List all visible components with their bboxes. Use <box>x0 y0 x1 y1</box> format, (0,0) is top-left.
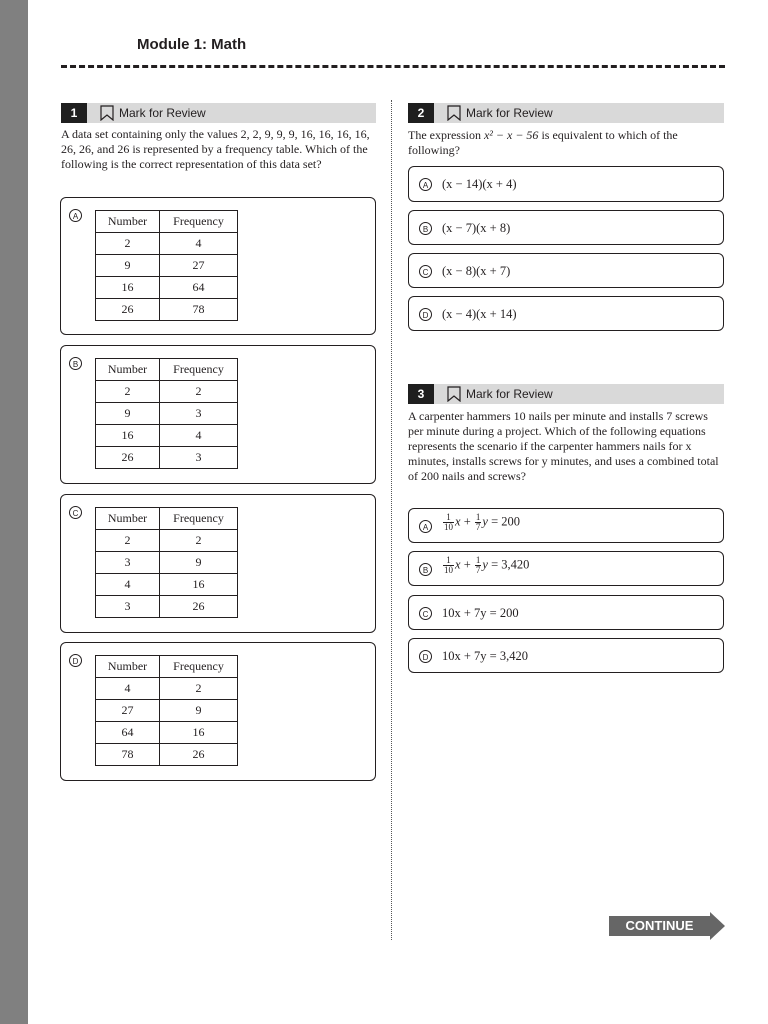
table-cell: 2 <box>96 381 160 403</box>
table-cell: 2 <box>160 530 238 552</box>
fraction: $\frac{1}{7}$ <box>475 512 481 532</box>
table-cell: 26 <box>96 299 160 321</box>
mark-for-review-label[interactable]: Mark for Review <box>466 387 553 401</box>
choice-text: (x − 7)(x + 8) <box>442 221 511 235</box>
question-number: 1 <box>61 103 87 123</box>
choice-c-option[interactable] <box>408 253 724 288</box>
mark-for-review-label[interactable]: Mark for Review <box>466 106 553 120</box>
question-2-header <box>408 103 724 123</box>
table-cell: 4 <box>96 574 160 596</box>
column-divider <box>391 100 392 940</box>
table-cell: 3 <box>160 403 238 425</box>
choice-b-option[interactable] <box>408 551 724 586</box>
table-cell: 4 <box>160 425 238 447</box>
bookmark-icon[interactable] <box>99 105 115 121</box>
table-row <box>96 299 238 321</box>
table-cell: 2 <box>160 381 238 403</box>
left-margin-bar <box>0 0 28 1024</box>
choice-letter: A <box>419 520 432 533</box>
table-cell: 9 <box>96 403 160 425</box>
table-cell: 2 <box>96 530 160 552</box>
module-title: Module 1: Math <box>137 36 247 53</box>
table-cell: 2 <box>96 233 160 255</box>
choice-d-option[interactable] <box>408 638 724 673</box>
table-cell: 64 <box>160 277 238 299</box>
table-row <box>96 277 238 299</box>
table-cell: 9 <box>160 700 238 722</box>
choice-equation: $\frac{1}{10}$ x + $\frac{1}{7}$ y = 200 <box>444 512 520 532</box>
table-cell: 16 <box>160 574 238 596</box>
table-row <box>96 425 238 447</box>
table-cell: 78 <box>160 299 238 321</box>
table-header: Number <box>96 359 160 381</box>
question-2-text <box>408 128 724 158</box>
table-row <box>96 233 238 255</box>
table-row <box>96 530 238 552</box>
table-cell: 16 <box>96 277 160 299</box>
table-header: Number <box>96 211 160 233</box>
bookmark-icon[interactable] <box>446 105 462 121</box>
table-row <box>96 596 238 618</box>
choice-d-option[interactable] <box>60 642 376 781</box>
choice-letter: B <box>419 563 432 576</box>
table-row <box>96 447 238 469</box>
frequency-table <box>95 210 238 321</box>
table-cell: 78 <box>96 744 160 766</box>
choice-b-option[interactable] <box>408 210 724 245</box>
question-number: 2 <box>408 103 434 123</box>
frequency-table <box>95 507 238 618</box>
choice-text: (x − 4)(x + 14) <box>442 307 517 321</box>
question-3-header <box>408 384 724 404</box>
table-row <box>96 744 238 766</box>
table-cell: 16 <box>160 722 238 744</box>
question-text-prefix: The expression <box>408 128 484 142</box>
question-text-suffix: is equivalent to which of the following? <box>408 128 678 157</box>
table-cell: 4 <box>96 678 160 700</box>
math-expression: x² − x − 56 <box>483 128 539 142</box>
table-cell: 26 <box>96 447 160 469</box>
frequency-table <box>95 655 238 766</box>
question-1-header <box>61 103 376 123</box>
choice-d-option[interactable] <box>408 296 724 331</box>
header-divider <box>61 65 725 68</box>
table-header: Frequency <box>160 508 238 530</box>
choice-a-option[interactable] <box>60 197 376 335</box>
choice-letter: C <box>69 506 82 519</box>
table-cell: 27 <box>160 255 238 277</box>
table-row <box>96 700 238 722</box>
continue-button[interactable] <box>609 912 725 940</box>
table-header: Number <box>96 656 160 678</box>
table-cell: 3 <box>160 447 238 469</box>
table-row <box>96 552 238 574</box>
table-cell: 26 <box>160 596 238 618</box>
table-row <box>96 403 238 425</box>
question-1-text: A data set containing only the values 2, 2, 9, 9, 9, 16, 16, 16, 16, 26, 26, and 26 is represented by a frequency table. Which of the following is the correct representation of this data set? <box>61 127 370 171</box>
table-cell: 9 <box>160 552 238 574</box>
choice-b-option[interactable] <box>60 345 376 484</box>
question-3-text: A carpenter hammers 10 nails per minute and installs 7 screws per minute during a project. Which of the following equations represents the scenario if the carpenter hammers nails for x minutes, installs screws for y minutes, and uses a combined total of 200 nails and screws? <box>408 409 719 483</box>
choice-letter: D <box>419 650 432 663</box>
frequency-table <box>95 358 238 469</box>
question-number: 3 <box>408 384 434 404</box>
choice-letter: A <box>69 209 82 222</box>
choice-letter: A <box>419 178 432 191</box>
choice-a-option[interactable] <box>408 508 724 543</box>
choice-letter: B <box>69 357 82 370</box>
choice-c-option[interactable] <box>408 595 724 630</box>
table-cell: 2 <box>160 678 238 700</box>
table-row <box>96 381 238 403</box>
fraction: $\frac{1}{7}$ <box>475 555 481 575</box>
table-row <box>96 722 238 744</box>
choice-letter: C <box>419 607 432 620</box>
choice-equation: $\frac{1}{10}$ x + $\frac{1}{7}$ y = 3,420 <box>444 555 530 575</box>
table-header: Frequency <box>160 359 238 381</box>
table-cell: 64 <box>96 722 160 744</box>
table-cell: 3 <box>96 596 160 618</box>
table-header: Frequency <box>160 211 238 233</box>
arrow-right-icon <box>710 912 725 940</box>
table-header: Frequency <box>160 656 238 678</box>
table-cell: 16 <box>96 425 160 447</box>
table-row <box>96 255 238 277</box>
choice-text: (x − 8)(x + 7) <box>442 264 511 278</box>
choice-letter: B <box>419 222 432 235</box>
table-cell: 27 <box>96 700 160 722</box>
bookmark-icon[interactable] <box>446 386 462 402</box>
choice-letter: D <box>419 308 432 321</box>
table-row <box>96 678 238 700</box>
choice-text: 10x + 7y = 3,420 <box>442 649 528 663</box>
choice-letter: C <box>419 265 432 278</box>
table-header: Number <box>96 508 160 530</box>
choice-letter: D <box>69 654 82 667</box>
mark-for-review-label[interactable]: Mark for Review <box>119 106 206 120</box>
fraction: $\frac{1}{10}$ <box>444 512 453 532</box>
choice-a-option[interactable] <box>408 166 724 202</box>
table-cell: 26 <box>160 744 238 766</box>
fraction: $\frac{1}{10}$ <box>444 555 453 575</box>
choice-text: 10x + 7y = 200 <box>442 606 519 620</box>
table-row <box>96 574 238 596</box>
continue-label: CONTINUE <box>625 918 694 933</box>
table-cell: 4 <box>160 233 238 255</box>
choice-text: (x − 14)(x + 4) <box>442 177 517 191</box>
choice-c-option[interactable] <box>60 494 376 633</box>
table-cell: 9 <box>96 255 160 277</box>
table-cell: 3 <box>96 552 160 574</box>
